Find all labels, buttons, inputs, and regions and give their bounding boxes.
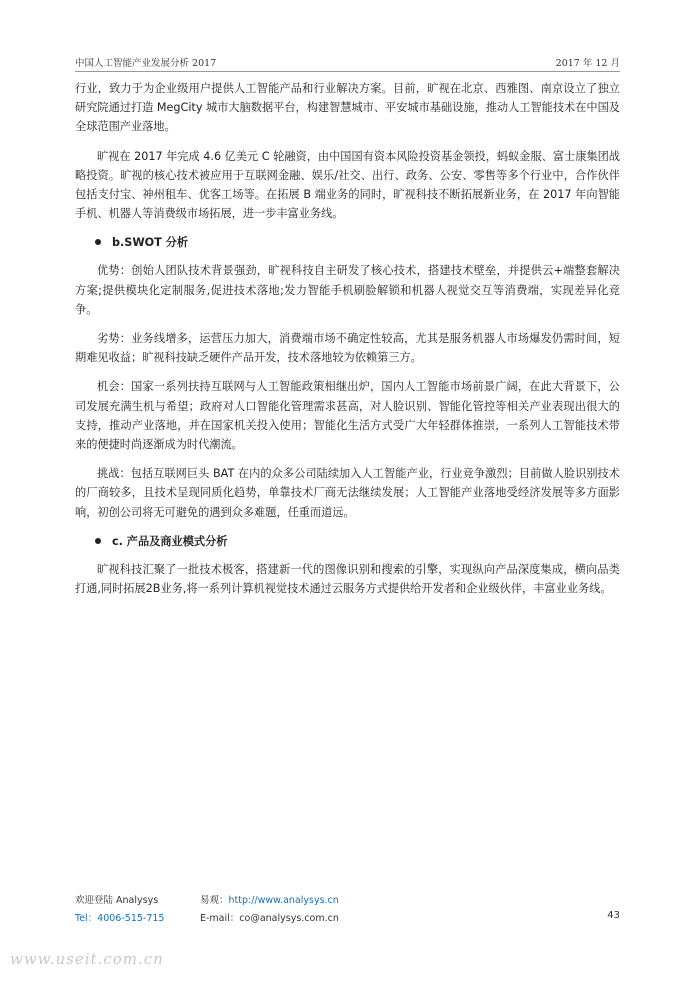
section-title: c. 产品及商业模式分析 [112,534,228,548]
page-footer [75,892,620,932]
section-heading-swot [75,233,620,252]
page-header [75,55,620,72]
section-heading-business-model [75,532,620,551]
paragraph-business-model: 旷视科技汇聚了一批技术极客，搭建新一代的图像识别和搜索的引擎，实现纵向产品深度集成，横向品类打通,同时拓展2B业务,将一系列计算机视觉技术通过云服务方式提供给开发者和企业级伙伴，丰富业业务线。 [75,562,620,596]
bullet-icon [95,239,101,245]
paragraph-threats: 挑战：包括互联网巨头 BAT 在内的众多公司陆续加入人工智能产业，行业竞争激烈；目前做人脸识别技术的厂商较多，且技术呈现同质化趋势，单靠技术厂商无法继续发展；人工智能产业落地受经济发展等多方面影响，初创公司将无可避免的遇到众多难题，任重而道远。 [75,467,620,519]
footer-welcome: 欢迎登陆 Analysys [75,895,159,906]
footer-site [200,892,339,906]
paragraph-strengths: 优势：创始人团队技术背景强劲，旷视科技自主研发了核心技术，搭建技术壁垒，并提供云+端整套解决方案;提供模块化定制服务,促进技术落地;发力智能手机刷脸解锁和机器人视觉交互等消费端，实现差异化竞争。 [75,264,620,316]
header-title: 中国人工智能产业发展分析 2017 [75,58,217,69]
watermark: www.useit.com.cn [10,950,164,968]
page-body [75,79,620,608]
page-number: 43 [607,910,620,921]
paragraph-opportunities: 机会：国家一系列扶持互联网与人工智能政策相继出炉，国内人工智能市场前景广阔，在此大背景下，公司发展充满生机与希望；政府对人口智能化管理需求甚高，对人脸识别、智能化管控等相关产业表现出很大的支持，推动产业落地，并在国家机关投入使用；智能化生活方式受广大年轻群体推崇，一系列人工智能技术带来的便捷时尚逐渐成为时代潮流。 [75,380,620,452]
footer-site-link[interactable]: http://www.analysys.cn [228,895,339,906]
footer-email[interactable]: E-mail：co@analysys.com.cn [200,913,339,924]
paragraph-funding: 旷视在 2017 年完成 4.6 亿美元 C 轮融资，由中国国有资本风险投资基金领投，蚂蚁金服、富士康集团战略投资。旷视的核心技术被应用于互联网金融、娱乐/社交、出行、政务、公安、零售等多个行业中，合作伙伴包括支付宝、神州租车、优客工场等。在拓展 B 端业务的同时，旷视科技不断拓展新业务，在 2017 年向智能手机、机器人等消费级市场拓展，进一步丰富业务线。 [75,149,620,221]
paragraph-intro-continued: 行业，致力于为企业级用户提供人工智能产品和行业解决方案。目前，旷视在北京、西雅图、南京设立了独立研究院通过打造 MegCity 城市大脑数据平台，构建智慧城市、平安城市基础设施，推动人工智能技术在中国及全球范围产业落地。 [75,82,620,134]
footer-tel[interactable]: Tel：4006-515-715 [75,913,165,924]
bullet-icon [95,538,101,544]
header-date: 2017 年 12 月 [555,58,620,69]
footer-site-label: 易观： [200,895,229,906]
section-title: b.SWOT 分析 [112,236,189,250]
paragraph-weaknesses: 劣势：业务线增多，运营压力加大，消费端市场不确定性较高，尤其是服务机器人市场爆发仍需时间，短期难见收益；旷视科技缺乏硬件产品开发，技术落地较为依赖第三方。 [75,332,620,365]
